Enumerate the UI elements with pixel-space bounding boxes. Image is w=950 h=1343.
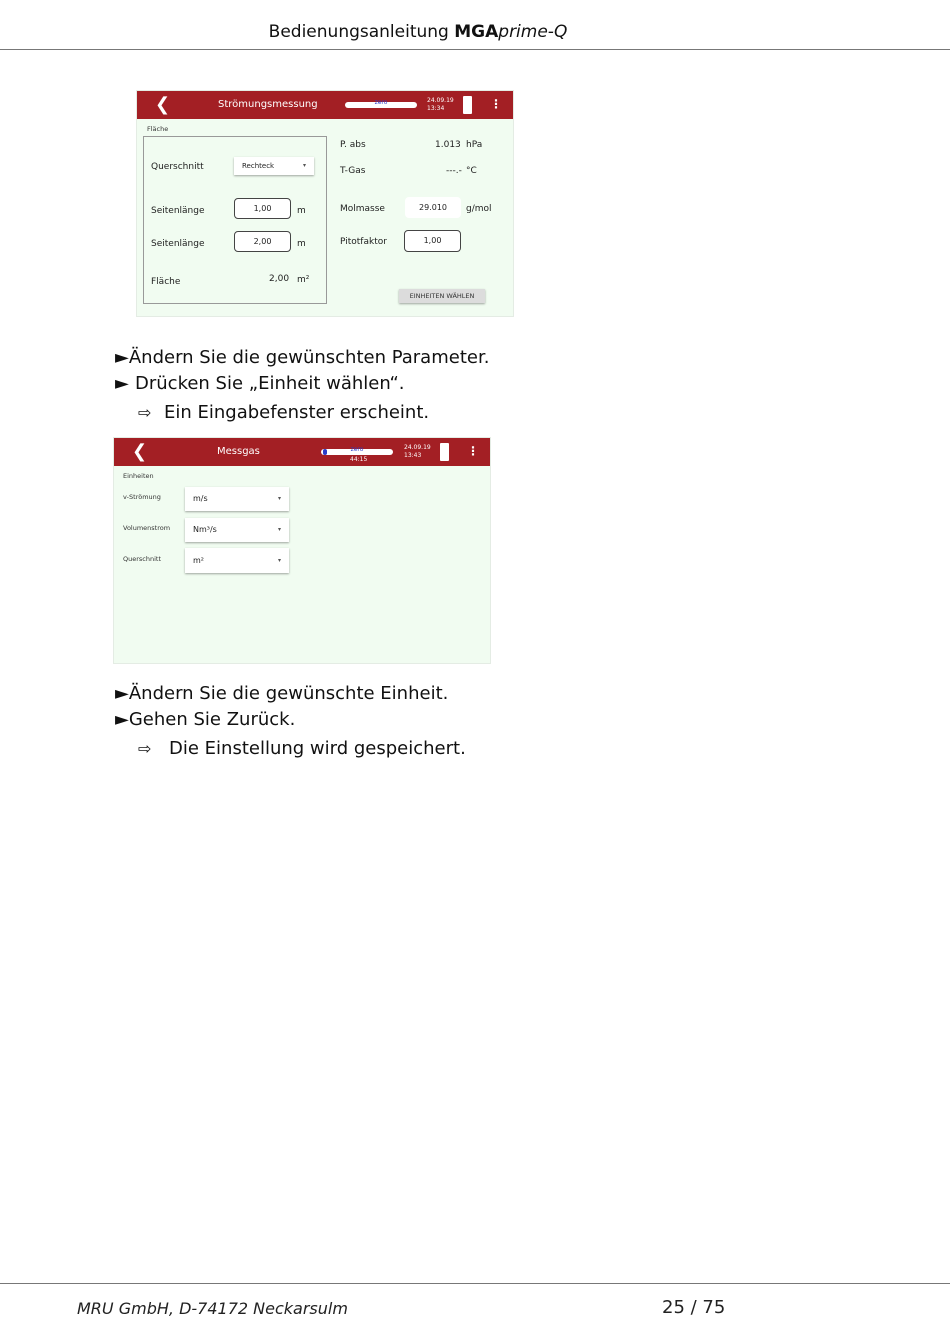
- battery-icon: [440, 443, 449, 461]
- tgas-label: T-Gas: [340, 166, 366, 176]
- datetime: [427, 97, 454, 113]
- header-rule: [0, 49, 950, 50]
- flaeche-label: Fläche: [151, 277, 181, 287]
- section-label: Einheiten: [123, 472, 154, 480]
- result-input-window: [138, 402, 429, 423]
- step-text: Gehen Sie Zurück.: [128, 709, 296, 730]
- header-brand-bold: MGA: [454, 22, 499, 42]
- chevron-down-icon: ▾: [302, 162, 306, 169]
- seitenlaenge1-unit: m: [297, 206, 306, 216]
- footer-company: MRU GmbH, D-74172 Neckarsulm: [77, 1299, 348, 1318]
- v-stroemung-label: v-Strömung: [123, 493, 161, 501]
- time: 13:43: [404, 452, 422, 459]
- date: 24.09.19: [404, 444, 431, 451]
- status-sub: 44:15: [350, 456, 368, 463]
- querschnitt-dropdown[interactable]: [185, 548, 289, 573]
- querschnitt-label: Querschnitt: [123, 555, 162, 563]
- step-change-unit: [115, 683, 448, 704]
- more-vert-icon[interactable]: ⋮: [490, 97, 502, 111]
- step-change-parameters: [115, 347, 489, 368]
- molmasse-unit: g/mol: [466, 204, 492, 214]
- v-stroemung-dropdown[interactable]: [185, 487, 289, 511]
- querschnitt-value: m²: [193, 556, 204, 565]
- seitenlaenge1-label: Seitenlänge: [151, 206, 205, 216]
- result-text: Ein Eingabefenster erscheint.: [164, 402, 430, 423]
- step-marker: ►: [115, 683, 129, 704]
- result-arrow-icon: ⇨: [138, 403, 152, 422]
- footer-page-number: 25 / 75: [662, 1297, 726, 1318]
- section-label: Fläche: [147, 125, 169, 133]
- result-setting-saved: [138, 738, 466, 759]
- querschnitt-dropdown[interactable]: [234, 157, 314, 175]
- back-chevron-icon[interactable]: ❮: [132, 441, 148, 462]
- more-vert-icon[interactable]: ⋮: [467, 444, 479, 458]
- tgas-unit: °C: [466, 166, 477, 176]
- pitotfaktor-input[interactable]: 1,00: [404, 230, 461, 252]
- einheiten-waehlen-button[interactable]: EINHEITEN WÄHLEN: [399, 289, 485, 303]
- seitenlaenge2-input[interactable]: 2,00: [234, 231, 291, 252]
- seitenlaenge2-unit: m: [297, 239, 306, 249]
- volumenstrom-value: Nm³/s: [193, 525, 217, 534]
- step-marker: ►: [115, 347, 129, 368]
- status-pill: [321, 446, 393, 455]
- seitenlaenge2-label: Seitenlänge: [151, 239, 205, 249]
- querschnitt-label: Querschnitt: [151, 162, 204, 172]
- screen-title: Messgas: [217, 446, 260, 457]
- screen-title: Strömungsmessung: [218, 99, 318, 110]
- chevron-down-icon: ▾: [277, 526, 281, 533]
- date: 24.09.19: [427, 97, 454, 104]
- status-pill: [345, 99, 417, 108]
- datetime: [404, 444, 431, 460]
- time: 13:34: [427, 105, 445, 112]
- molmasse-value: 29.010: [405, 197, 461, 218]
- pabs-unit: hPa: [466, 140, 483, 150]
- footer-rule: [0, 1283, 950, 1284]
- status-pill-text: zero: [374, 99, 388, 106]
- volumenstrom-label: Volumenstrom: [123, 524, 171, 532]
- step-marker: ►: [115, 709, 129, 730]
- step-marker: ►: [115, 373, 129, 394]
- screenshot-stroemungsmessung: [136, 90, 514, 317]
- result-arrow-icon: ⇨: [138, 739, 152, 758]
- chevron-down-icon: ▾: [277, 495, 281, 502]
- v-stroemung-value: m/s: [193, 494, 208, 503]
- step-text: Drücken Sie „Einheit wählen“.: [135, 373, 405, 394]
- battery-icon: [463, 96, 472, 114]
- pabs-label: P. abs: [340, 140, 366, 150]
- chevron-down-icon: ▾: [277, 557, 281, 564]
- step-press-units: [115, 373, 405, 394]
- flaeche-unit: m²: [297, 275, 310, 285]
- pitotfaktor-label: Pitotfaktor: [340, 237, 387, 247]
- screenshot-messgas: [113, 437, 491, 664]
- querschnitt-value: Rechteck: [242, 162, 275, 170]
- step-go-back: [115, 709, 295, 730]
- header-prefix: Bedienungsanleitung: [268, 22, 455, 42]
- app-bar: [114, 438, 490, 466]
- tgas-value: ---.-: [446, 166, 462, 176]
- step-text: Ändern Sie die gewünschte Einheit.: [128, 683, 449, 704]
- step-text: Ändern Sie die gewünschten Parameter.: [128, 347, 490, 368]
- status-pill-text: zero: [350, 446, 364, 453]
- pabs-value: 1.013: [435, 140, 461, 150]
- app-bar: [137, 91, 513, 119]
- molmasse-label: Molmasse: [340, 204, 385, 214]
- volumenstrom-dropdown[interactable]: [185, 518, 289, 542]
- flaeche-value: 2,00: [269, 274, 290, 284]
- back-chevron-icon[interactable]: ❮: [155, 94, 171, 115]
- page-header: [0, 22, 836, 42]
- status-dot: [323, 449, 327, 455]
- seitenlaenge1-input[interactable]: 1,00: [234, 198, 291, 219]
- result-text: Die Einstellung wird gespeichert.: [169, 738, 466, 759]
- header-brand-italic: prime-Q: [498, 22, 568, 42]
